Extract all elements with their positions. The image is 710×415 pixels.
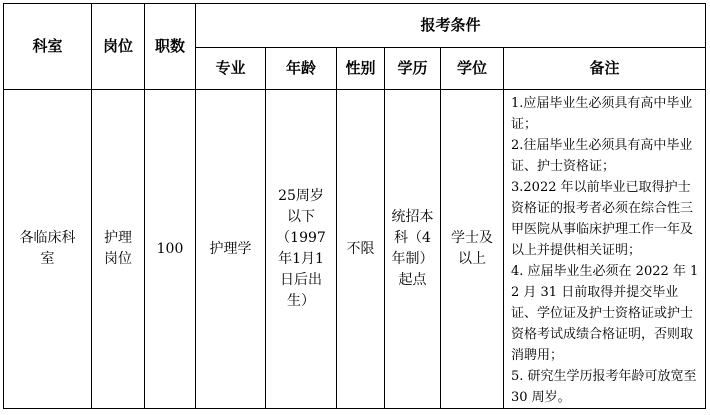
age-value: 25周岁以下（1997年1月1日后出生） <box>276 188 326 309</box>
header-conditions-group: 报考条件 <box>196 4 706 48</box>
count-value: 100 <box>156 240 184 257</box>
cell-count <box>145 90 196 409</box>
header-education: 学历 <box>385 48 441 90</box>
remark-item-4: 4. 应届毕业生必须在 2022 年 12 月 31 日前取得并提交毕业证、学位证及护士资格证或护士资格考试成绩合格证明，否则取消聘用； <box>511 264 699 363</box>
remark-item-1: 1.应届毕业生必须具有高中毕业证； <box>511 96 693 132</box>
header-dept: 科室 <box>4 4 92 90</box>
header-position: 岗位 <box>92 4 145 90</box>
education-value: 统招本科（4年制）起点 <box>391 209 434 288</box>
cell-position <box>92 90 145 409</box>
major-value: 护理学 <box>209 240 252 257</box>
cell-degree <box>441 90 504 409</box>
cell-education <box>385 90 441 409</box>
degree-value: 学士及以上 <box>451 230 493 267</box>
table-row <box>4 90 706 409</box>
cell-remarks <box>504 90 706 409</box>
remark-item-5: 5. 研究生学历报考年龄可放宽至 30 周岁。 <box>511 369 697 405</box>
remark-item-2: 2.往届毕业生必须具有高中毕业证、护士资格证； <box>511 138 693 174</box>
recruitment-table-container <box>3 3 706 409</box>
cell-dept <box>4 90 92 409</box>
header-age: 年龄 <box>266 48 337 90</box>
dept-value: 各临床科室 <box>19 230 76 267</box>
header-remarks: 备注 <box>504 48 706 90</box>
cell-major <box>196 90 266 409</box>
header-count: 职数 <box>145 4 196 90</box>
header-degree: 学位 <box>441 48 504 90</box>
recruitment-table <box>3 3 706 409</box>
gender-value: 不限 <box>346 240 375 257</box>
cell-age <box>266 90 337 409</box>
cell-gender <box>337 90 385 409</box>
header-gender: 性别 <box>337 48 385 90</box>
header-row-1 <box>4 4 706 48</box>
remark-item-3: 3.2022 年以前毕业已取得护士资格证的报考者必须在综合性三甲医院从事临床护理工作一年及以上并提供相关证明； <box>511 180 694 258</box>
position-value: 护理岗位 <box>104 230 132 267</box>
header-major: 专业 <box>196 48 266 90</box>
